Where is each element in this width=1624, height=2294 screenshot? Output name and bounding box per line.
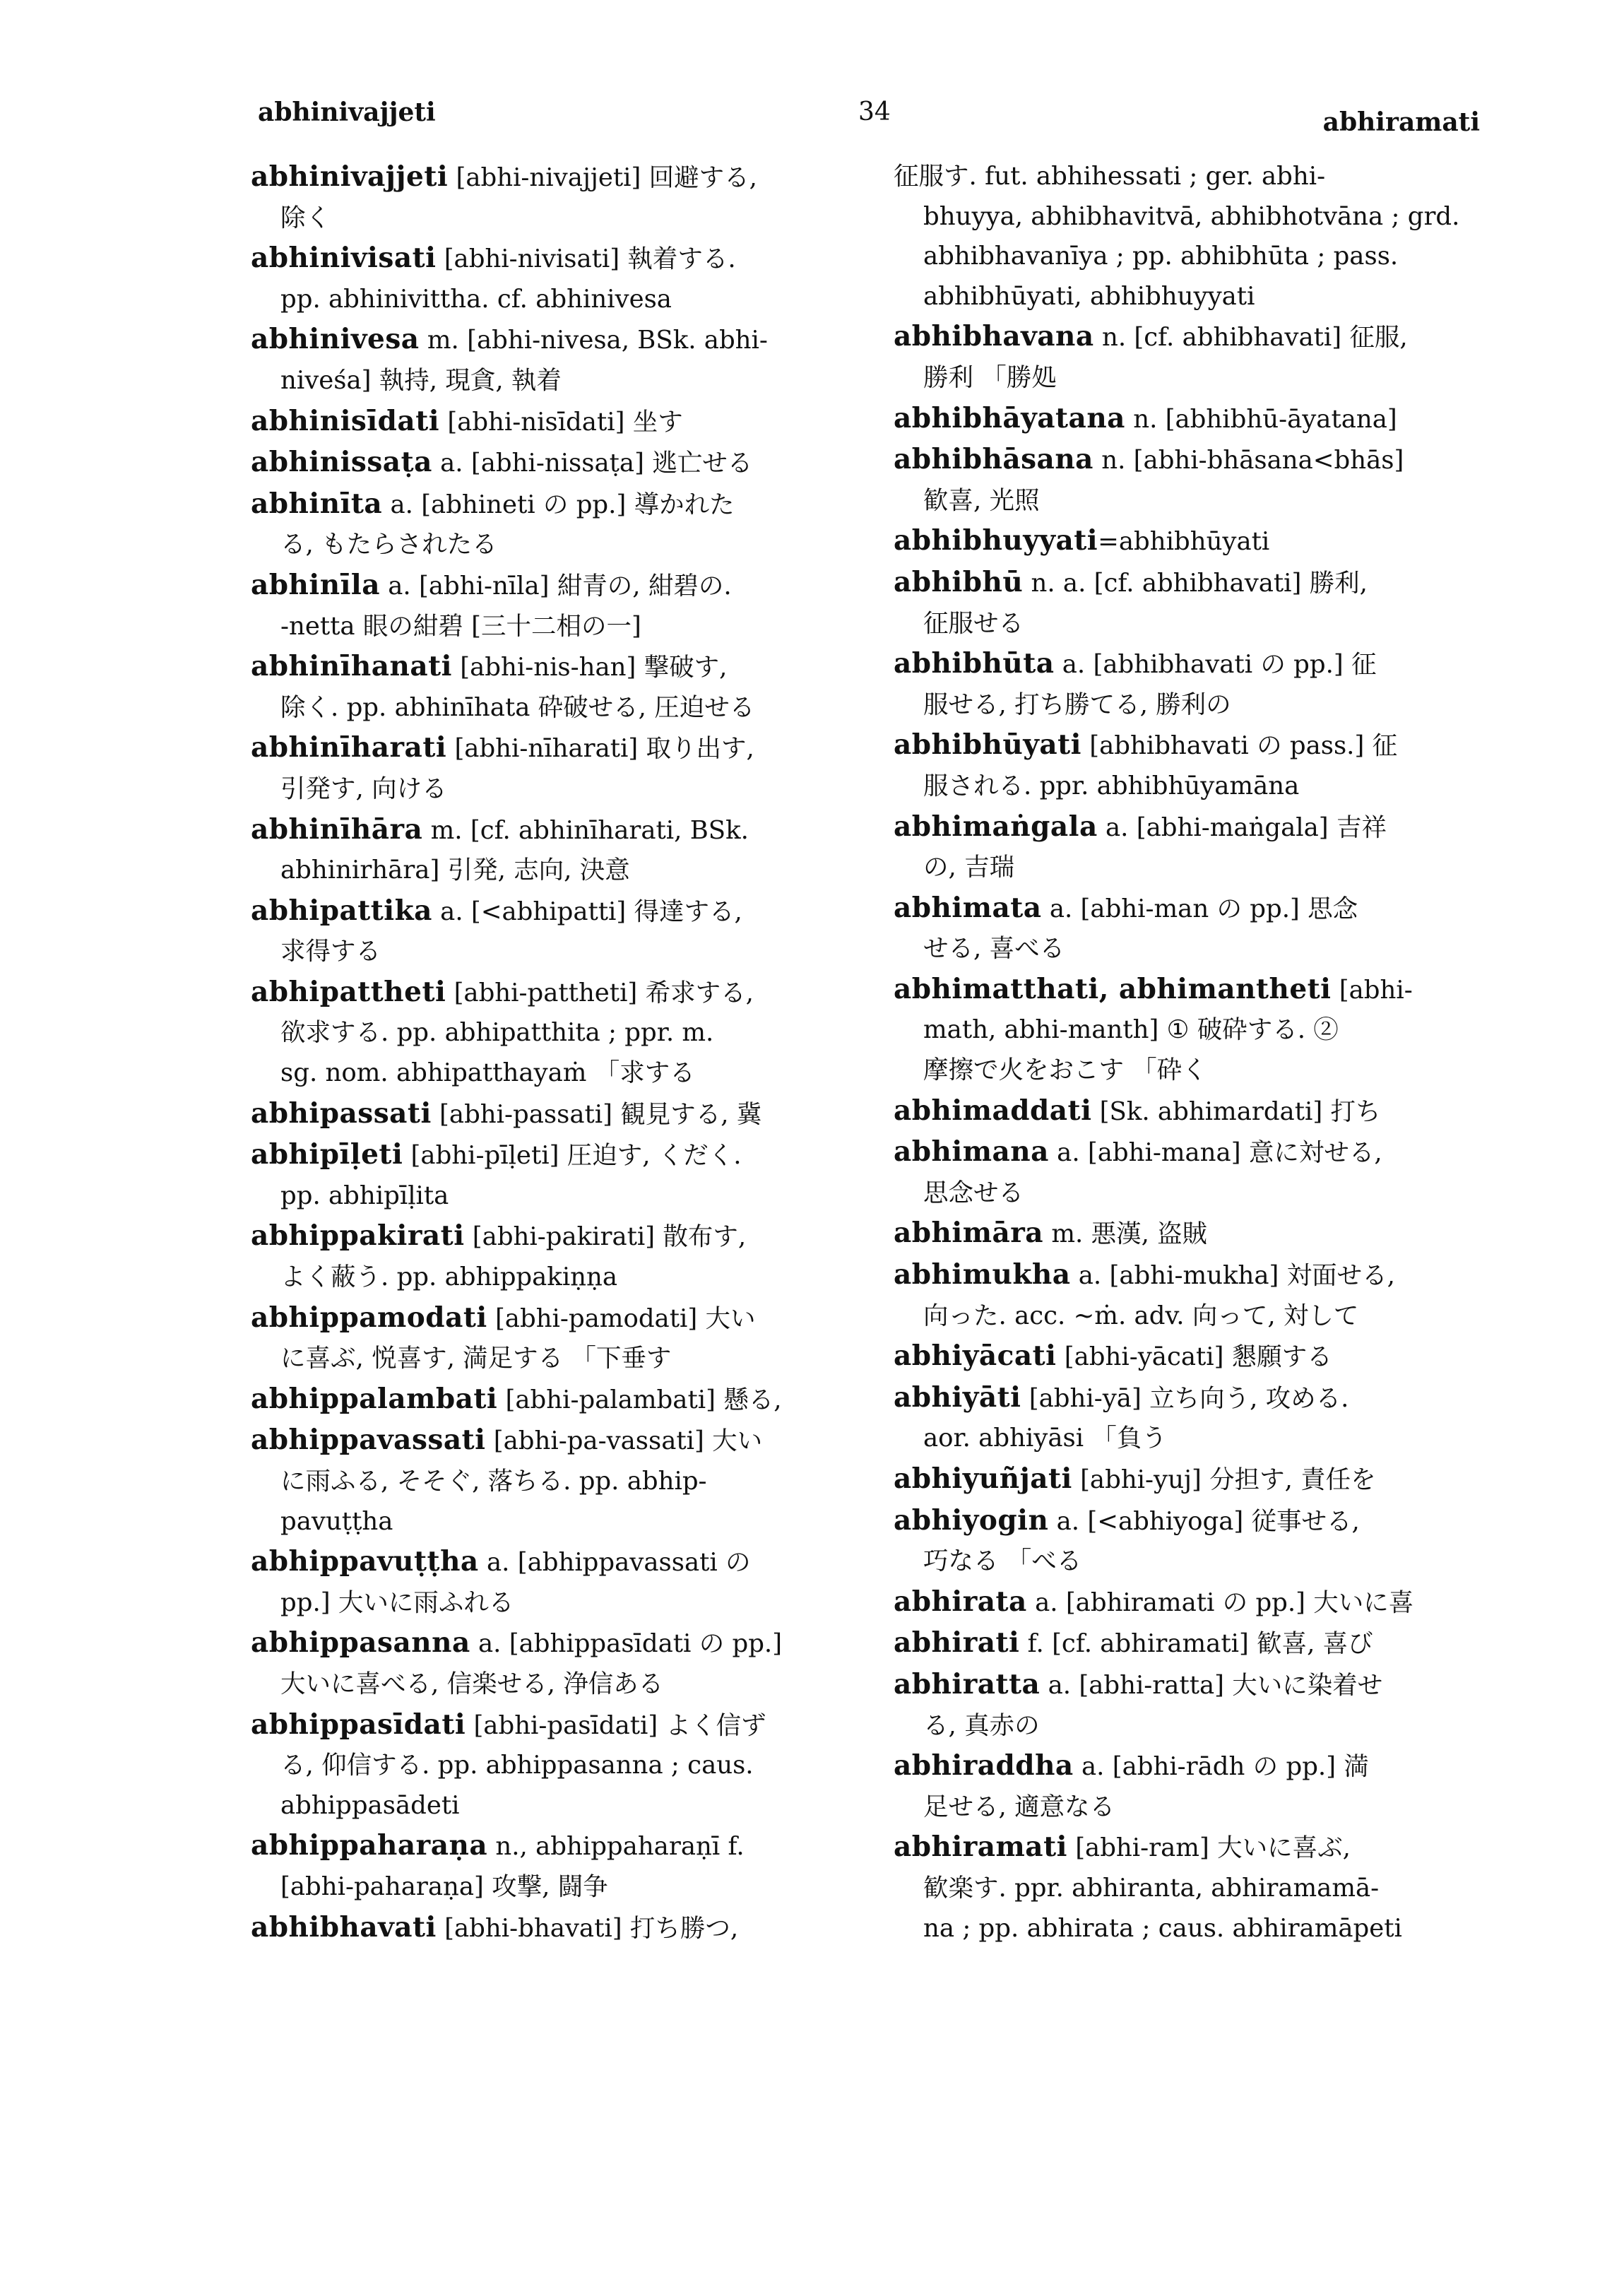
entry-definition-text: 引発す, 向ける: [280, 774, 447, 803]
entry-definition-text: 勝利 「勝処: [923, 362, 1057, 392]
entry-definition-text: a. [abhi-mana] 意に対せる,: [1048, 1138, 1382, 1168]
entry-definition-text: [abhi-yuj] 分担す, 責任を: [1072, 1465, 1376, 1494]
entry-first-line: [887, 1582, 1480, 1624]
entry-definition-text: 大いに喜べる, 信楽せる, 浄信ある: [280, 1669, 664, 1698]
entry-first-line: [244, 401, 862, 443]
entry-first-line: [887, 157, 1480, 197]
dictionary-entry: [887, 398, 1480, 440]
entry-first-line: [887, 807, 1480, 849]
dictionary-entry: [244, 319, 862, 401]
entry-definition-text: n. [cf. abhibhavati] 征服,: [1093, 323, 1408, 353]
entry-definition-text: a. [abhibhavati の pp.] 征: [1054, 650, 1377, 680]
entry-headword: abhippamodati: [251, 1301, 487, 1334]
entry-headword: abhippavassati: [251, 1424, 486, 1457]
entry-first-line: [244, 1298, 862, 1340]
entry-continuation-line: [887, 604, 1480, 644]
entry-continuation-line: [887, 237, 1480, 277]
entry-continuation-line: [244, 688, 862, 728]
entry-headword: abhibhuyyati: [894, 524, 1098, 557]
dictionary-entry: [244, 1542, 862, 1623]
entry-definition-text: 服される. ppr. abhibhūyamāna: [923, 771, 1300, 800]
dictionary-entry: [887, 888, 1480, 969]
dictionary-entry: [244, 810, 862, 891]
entry-first-line: [244, 319, 862, 361]
entry-definition-text: の, 吉瑞: [923, 853, 1015, 882]
entry-definition-text: [abhi-passati] 観見する, 冀: [431, 1099, 762, 1129]
entry-headword: abhiyācati: [894, 1340, 1057, 1373]
entry-definition-text: に雨ふる, そそぐ, 落ちる. pp. abhip-: [280, 1467, 707, 1496]
entry-headword: abhinivesa: [251, 323, 420, 356]
entry-headword: abhibhūta: [894, 647, 1055, 680]
entry-definition-text: [abhi-nivajjeti] 回避する,: [448, 163, 757, 192]
entry-first-line: [887, 1091, 1480, 1133]
entry-first-line: [887, 562, 1480, 604]
entry-definition-text: m. 悪漢, 盗賊: [1043, 1219, 1208, 1249]
entry-definition-text: 除く: [280, 203, 331, 232]
entry-headword: abhinisīdati: [251, 404, 440, 437]
entry-definition-text: [abhibhavati の pass.] 征: [1081, 731, 1398, 761]
dictionary-entry: [244, 1420, 862, 1542]
entry-definition-text: [abhi-paharaṇa] 攻撃, 闘争: [280, 1872, 608, 1901]
dictionary-entry: [244, 484, 862, 565]
entry-headword: abhimukha: [894, 1258, 1071, 1291]
entry-definition-text: a. [abhi-nissaṭa] 逃亡せる: [432, 449, 753, 478]
entry-definition-text: m. [abhi-nivesa, BSk. abhi-: [419, 326, 768, 355]
dictionary-entry: [244, 1135, 862, 1216]
entry-first-line: [887, 888, 1480, 930]
dictionary-entry: [887, 439, 1480, 521]
entry-definition-text: pp. abhipīḷita: [280, 1181, 449, 1210]
entry-continuation-line: [887, 1173, 1480, 1214]
entry-definition-text: 足せる, 適意なる: [923, 1792, 1115, 1821]
entry-definition-text: bhuyya, abhibhavitvā, abhibhotvāna ; grd.: [923, 201, 1460, 231]
entry-definition-text: よく蔽う. pp. abhippakiṇṇa: [280, 1263, 618, 1292]
entry-definition-text: [abhi-pakirati] 散布す,: [464, 1222, 747, 1252]
entry-continuation-line: [887, 277, 1480, 317]
entry-definition-text: [abhi-yā] 立ち向う, 攻める.: [1021, 1383, 1349, 1413]
dictionary-entry: [887, 807, 1480, 888]
entry-headword: abhiyogin: [894, 1503, 1049, 1537]
entry-continuation-line: [887, 685, 1480, 726]
entry-definition-text: na ; pp. abhirata ; caus. abhiramāpeti: [923, 1913, 1402, 1943]
entry-definition-text: a. [abhi-nīla] 紺青の, 紺碧の.: [379, 571, 732, 601]
dictionary-entry: [887, 1582, 1480, 1624]
entry-continuation-line: [887, 197, 1480, 237]
entry-definition-text: 思念せる: [923, 1178, 1024, 1207]
entry-headword: abhinīharati: [251, 731, 447, 764]
entry-definition-text: [abhi-pattheti] 希求する,: [446, 978, 754, 1007]
entry-definition-text: る, 仰信する. pp. abhippasanna ; caus.: [280, 1751, 754, 1780]
dictionary-entry: [887, 317, 1480, 398]
dictionary-entry: [244, 1298, 862, 1379]
entry-headword: abhibhāsana: [894, 443, 1093, 476]
entry-continuation-line: [244, 1786, 862, 1826]
entry-definition-text: a. [abhi-rādh の pp.] 満: [1073, 1752, 1369, 1782]
entry-first-line: [887, 1132, 1480, 1173]
left-column: [244, 157, 862, 1958]
dictionary-entry: [887, 1827, 1480, 1949]
entry-definition-text: a. [abhi-mukha] 対面せる,: [1070, 1261, 1395, 1291]
dictionary-entry: [244, 565, 862, 646]
entry-definition-text: abhippasādeti: [280, 1790, 460, 1820]
entry-definition-text: 巧なる 「べる: [923, 1547, 1082, 1576]
entry-definition-text: る, もたらされたる: [280, 530, 497, 560]
dictionary-entry: [887, 725, 1480, 806]
entry-headword: abhimatthati, abhimantheti: [894, 972, 1332, 1005]
entry-definition-text: [abhi-yācati] 懇願する: [1056, 1342, 1332, 1372]
entry-definition-text: 歓喜, 光照: [923, 485, 1040, 515]
entry-first-line: [887, 644, 1480, 685]
entry-first-line: [887, 1665, 1480, 1706]
dictionary-entry: [244, 238, 862, 319]
entry-definition-text: に喜ぶ, 悦喜す, 満足する 「下垂す: [280, 1344, 672, 1373]
entry-continuation-line: [244, 607, 862, 647]
entry-first-line: [244, 1216, 862, 1258]
entry-headword: abhippakirati: [251, 1219, 465, 1253]
entry-definition-text: [abhi-nivisati] 執着する.: [436, 244, 736, 274]
entry-continuation-line: [887, 1010, 1480, 1051]
entry-headword: abhibhavana: [894, 320, 1094, 353]
entry-first-line: [887, 1213, 1480, 1255]
entry-definition-text: 欲求する. pp. abhipatthita ; ppr. m.: [280, 1018, 714, 1048]
dictionary-entry: [244, 1908, 862, 1949]
entry-headword: abhiyāti: [894, 1380, 1021, 1414]
entry-first-line: [887, 1827, 1480, 1869]
entry-first-line: [244, 1705, 862, 1746]
entry-continuation-line: [887, 358, 1480, 398]
entry-first-line: [887, 1255, 1480, 1296]
entry-headword: abhippasanna: [251, 1626, 470, 1660]
dictionary-entry: [244, 401, 862, 443]
running-head: [258, 97, 1480, 140]
entry-first-line: [244, 728, 862, 769]
entry-headword: abhippasīdati: [251, 1708, 466, 1741]
entry-headword: abhippaharaṇa: [251, 1829, 488, 1862]
entry-definition-text: a. [abhippasīdati の pp.]: [470, 1629, 783, 1659]
entry-definition-text: a. [abhineti の pp.] 導かれた: [382, 490, 735, 519]
entry-first-line: [244, 484, 862, 526]
entry-definition-text: a. [abhiramati の pp.] 大いに喜: [1026, 1588, 1414, 1617]
entry-headword: abhibhāyatana: [894, 401, 1125, 434]
dictionary-entry: [244, 891, 862, 972]
entry-definition-text: sg. nom. abhipatthayaṁ 「求する: [280, 1058, 695, 1088]
entry-continuation-line: [244, 1258, 862, 1298]
entry-first-line: [244, 565, 862, 607]
dictionary-entry: [887, 1255, 1480, 1336]
dictionary-entry: [887, 157, 1480, 317]
entry-definition-text: a. [abhi-maṅgala] 吉祥: [1097, 812, 1387, 842]
entry-definition-text: 征服せる: [923, 608, 1024, 638]
entry-continuation-line: [244, 851, 862, 891]
entry-definition-text: n. [abhibhū-āyatana]: [1125, 404, 1397, 434]
entry-definition-text: 征服す. fut. abhihessati ; ger. abhi-: [894, 162, 1326, 191]
entry-first-line: [244, 157, 862, 199]
entry-first-line: [887, 1459, 1480, 1501]
entry-first-line: [887, 398, 1480, 440]
entry-headword: abhimaddati: [894, 1094, 1092, 1127]
entry-headword: abhinīhanati: [251, 650, 452, 683]
entry-definition-text: [abhi-pamodati] 大い: [487, 1303, 756, 1333]
entry-definition-text: 歓楽す. ppr. abhiranta, abhiramamā-: [923, 1873, 1380, 1903]
entry-headword: abhipīḷeti: [251, 1138, 403, 1171]
entry-continuation-line: [887, 1869, 1480, 1909]
entry-first-line: [244, 810, 862, 851]
entry-headword: abhipattika: [251, 894, 432, 927]
dictionary-entry: [887, 1132, 1480, 1213]
entry-headword: abhipattheti: [251, 975, 446, 1008]
entry-headword: abhimaṅgala: [894, 810, 1098, 843]
entry-headword: abhinīhāra: [251, 812, 423, 846]
entry-continuation-line: [244, 1583, 862, 1624]
entry-first-line: [244, 972, 862, 1014]
dictionary-entry: [887, 644, 1480, 725]
entry-first-line: [887, 1746, 1480, 1787]
entry-continuation-line: [887, 848, 1480, 888]
entry-definition-text: [abhi-pīḷeti] 圧迫す, くだく.: [403, 1141, 742, 1171]
entry-first-line: [887, 317, 1480, 358]
entry-continuation-line: [887, 1706, 1480, 1746]
entry-continuation-line: [244, 1013, 862, 1053]
entry-definition-text: niveśa] 執持, 現貪, 執着: [280, 365, 562, 395]
entry-headword: abhimāra: [894, 1217, 1044, 1250]
entry-continuation-line: [887, 1909, 1480, 1949]
dictionary-entry: [887, 521, 1480, 562]
entry-continuation-line: [244, 1053, 862, 1094]
entry-definition-text: [abhi-nisīdati] 坐す: [439, 407, 683, 437]
entry-continuation-line: [887, 767, 1480, 807]
entry-first-line: [244, 1542, 862, 1583]
entry-definition-text: =abhibhūyati: [1098, 527, 1270, 557]
entry-headword: abhinivisati: [251, 242, 437, 275]
entry-definition-text: 摩擦で火をおこす 「砕く: [923, 1056, 1207, 1085]
dictionary-entry: [244, 1623, 862, 1704]
entry-definition-text: [abhi-pa-vassati] 大い: [485, 1426, 763, 1456]
entry-definition-text: [abhi-bhavati] 打ち勝つ,: [436, 1913, 739, 1943]
dictionary-entry: [887, 1091, 1480, 1133]
entry-definition-text: a. [abhippavassati の: [478, 1548, 751, 1578]
entry-first-line: [244, 646, 862, 688]
entry-headword: abhippavuṭṭha: [251, 1545, 479, 1578]
entry-first-line: [887, 521, 1480, 562]
dictionary-entry: [244, 1379, 862, 1421]
entry-definition-text: n. [abhi-bhāsana<bhās]: [1093, 446, 1404, 475]
entry-headword: abhinīta: [251, 487, 383, 520]
entry-definition-text: せる, 喜べる: [923, 934, 1065, 964]
entry-definition-text: aor. abhiyāsi 「負う: [923, 1424, 1167, 1453]
entry-continuation-line: [887, 1051, 1480, 1091]
entry-continuation-line: [244, 1665, 862, 1705]
dictionary-entry: [244, 1094, 862, 1135]
dictionary-entry: [887, 1501, 1480, 1582]
dictionary-entry: [887, 1336, 1480, 1378]
entry-definition-text: る, 真赤の: [923, 1710, 1040, 1740]
entry-headword: abhirata: [894, 1585, 1027, 1618]
running-head-first-word: abhinivajjeti: [258, 97, 436, 127]
entry-first-line: [887, 1623, 1480, 1665]
entry-continuation-line: [244, 1462, 862, 1502]
entry-headword: abhibhūyati: [894, 728, 1081, 762]
entry-definition-text: 求得する: [280, 937, 381, 966]
dictionary-entry: [887, 1665, 1480, 1746]
entry-continuation-line: [244, 1746, 862, 1786]
entry-first-line: [244, 1623, 862, 1665]
entry-definition-text: math, abhi-manth] ① 破砕する. ②: [923, 1015, 1339, 1045]
entry-headword: abhiratta: [894, 1667, 1041, 1701]
entry-definition-text: [abhi-: [1331, 975, 1413, 1005]
dictionary-entry: [244, 157, 862, 238]
entry-definition-text: [abhi-nis-han] 撃破す,: [451, 653, 728, 682]
entry-headword: abhibhavati: [251, 1910, 437, 1944]
entry-continuation-line: [244, 361, 862, 401]
entry-first-line: [244, 238, 862, 280]
right-column: [887, 157, 1480, 1958]
entry-definition-text: a. [<abhiyoga] 従事せる,: [1048, 1506, 1360, 1536]
entry-first-line: [887, 439, 1480, 481]
entry-continuation-line: [887, 1419, 1480, 1459]
dictionary-entry: [244, 1216, 862, 1297]
entry-headword: abhiyuñjati: [894, 1462, 1072, 1495]
entry-definition-text: 向った. acc. ~ṁ. adv. 向って, 対して: [923, 1301, 1359, 1330]
entry-definition-text: [Sk. abhimardati] 打ち: [1091, 1096, 1381, 1126]
entry-continuation-line: [244, 932, 862, 972]
dictionary-entry: [887, 1213, 1480, 1255]
entry-continuation-line: [244, 280, 862, 320]
entry-continuation-line: [887, 1787, 1480, 1828]
entry-first-line: [887, 969, 1480, 1011]
entry-definition-text: -netta 眼の紺碧 [三十二相の一]: [280, 611, 641, 641]
entry-definition-text: abhinirhāra] 引発, 志向, 決意: [280, 856, 630, 885]
entry-definition-text: [abhi-ram] 大いに喜ぶ,: [1067, 1833, 1351, 1863]
entry-definition-text: a. [<abhipatti] 得達する,: [432, 897, 742, 926]
dictionary-entry: [887, 562, 1480, 644]
entry-continuation-line: [887, 481, 1480, 521]
entry-first-line: [887, 1336, 1480, 1378]
entry-headword: abhibhū: [894, 565, 1024, 598]
entry-definition-text: pavuṭṭha: [280, 1506, 393, 1536]
entry-first-line: [244, 1379, 862, 1421]
dictionary-entry: [244, 1826, 862, 1907]
entry-continuation-line: [887, 1296, 1480, 1337]
entry-first-line: [244, 1094, 862, 1135]
entry-headword: abhinissaṭa: [251, 446, 432, 479]
entry-first-line: [887, 1501, 1480, 1542]
dictionary-entry: [887, 1623, 1480, 1665]
entry-continuation-line: [244, 199, 862, 239]
entry-continuation-line: [244, 769, 862, 810]
entry-headword: abhinīla: [251, 568, 380, 601]
dictionary-entry: [244, 1705, 862, 1826]
entry-definition-text: n., abhippaharaṇī f.: [487, 1832, 745, 1862]
entry-first-line: [244, 1420, 862, 1462]
dictionary-entry: [887, 1459, 1480, 1501]
entry-first-line: [244, 442, 862, 484]
entry-definition-text: [abhi-pasīdati] よく信ず: [466, 1710, 766, 1740]
entry-headword: abhinivajjeti: [251, 160, 449, 193]
entry-continuation-line: [244, 1502, 862, 1542]
dictionary-entry: [244, 728, 862, 809]
entry-definition-text: abhibhūyati, abhibhuyyati: [923, 281, 1255, 311]
dictionary-entry: [244, 646, 862, 728]
entry-continuation-line: [244, 1867, 862, 1908]
entry-headword: abhimana: [894, 1135, 1049, 1169]
entry-definition-text: a. [abhi-man の pp.] 思念: [1041, 894, 1358, 923]
page-number: 34: [858, 97, 891, 126]
entry-definition-text: pp. abhinivittha. cf. abhinivesa: [280, 284, 672, 314]
entry-first-line: [887, 1378, 1480, 1419]
entry-first-line: [244, 891, 862, 933]
entry-headword: abhirati: [894, 1626, 1020, 1660]
entry-definition-text: n. a. [cf. abhibhavati] 勝利,: [1023, 568, 1368, 598]
entry-continuation-line: [244, 1176, 862, 1217]
entry-definition-text: m. [cf. abhinīharati, BSk.: [422, 815, 749, 845]
entry-headword: abhippalambati: [251, 1382, 498, 1415]
entry-continuation-line: [887, 1542, 1480, 1582]
entry-definition-text: 除く. pp. abhinīhata 砕破せる, 圧迫せる: [280, 692, 755, 722]
entry-definition-text: [abhi-palambati] 懸る,: [497, 1385, 782, 1414]
entry-first-line: [244, 1826, 862, 1867]
entry-headword: abhiraddha: [894, 1749, 1074, 1782]
dictionary-entry: [244, 442, 862, 484]
entry-first-line: [244, 1135, 862, 1176]
dictionary-entry: [887, 1746, 1480, 1827]
entry-definition-text: f. [cf. abhiramati] 歓喜, 喜び: [1019, 1629, 1373, 1659]
entry-first-line: [887, 725, 1480, 767]
entry-first-line: [244, 1908, 862, 1949]
entry-definition-text: abhibhavanīya ; pp. abhibhūta ; pass.: [923, 242, 1399, 271]
dictionary-entry: [887, 1378, 1480, 1459]
entry-headword: abhipassati: [251, 1096, 432, 1130]
entry-definition-text: [abhi-nīharati] 取り出す,: [446, 734, 754, 764]
entry-definition-text: 服せる, 打ち勝てる, 勝利の: [923, 690, 1231, 719]
entry-headword: abhiramati: [894, 1831, 1067, 1864]
entry-headword: abhimata: [894, 891, 1042, 924]
entry-continuation-line: [244, 525, 862, 565]
entry-definition-text: pp.] 大いに雨ふれる: [280, 1588, 514, 1617]
dictionary-entry: [887, 969, 1480, 1091]
entry-continuation-line: [244, 1339, 862, 1379]
running-head-last-word: abhiramati: [1322, 107, 1480, 137]
entry-continuation-line: [887, 929, 1480, 969]
dictionary-entry: [244, 972, 862, 1094]
entry-definition-text: a. [abhi-ratta] 大いに染着せ: [1040, 1670, 1383, 1700]
